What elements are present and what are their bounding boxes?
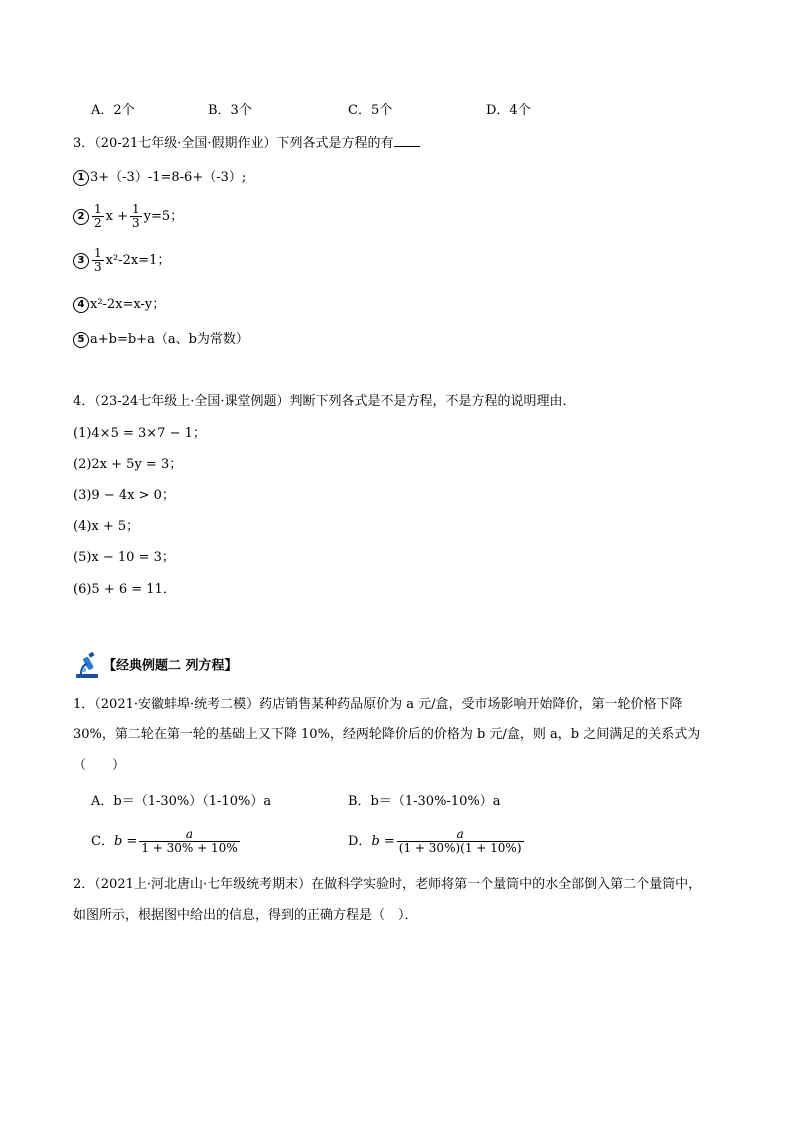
q3-item-number: 3 xyxy=(73,253,89,269)
q3-item-text: x²-2x=x-y； xyxy=(90,297,166,312)
p2-line-1: 2．（2021上·河北唐山·七年级统考期末）在做科学实验时，老师将第一个量筒中的水全部倒入第二个量筒中， xyxy=(73,877,702,892)
q2-option-c: C．5个 xyxy=(348,103,393,118)
q3-item-2 xyxy=(73,202,183,232)
q4-item-2: (2)2x + 5y = 3； xyxy=(73,457,183,472)
fraction: $\frac{1}{3}$ xyxy=(94,246,102,274)
q3-item-number: 1 xyxy=(73,170,89,186)
p2-line-2: 如图所示，根据图中给出的信息，得到的正确方程是（ ）． xyxy=(73,908,418,923)
option-label: D． xyxy=(348,834,372,849)
q3-item-text: a+b=b+a（a、b为常数） xyxy=(90,332,249,347)
q3-item-text: x²-2x=1； xyxy=(105,253,171,268)
p1-line-3: （ ） xyxy=(73,758,126,773)
q4-item-4: (4)x + 5； xyxy=(73,519,140,534)
q3-item-1 xyxy=(73,169,246,187)
option-label: C． xyxy=(91,834,114,849)
p1-option-c xyxy=(91,827,242,857)
p1-option-d xyxy=(348,827,526,857)
option-lhs: b = xyxy=(113,834,138,849)
q3-item-number: 5 xyxy=(73,332,89,348)
q4-item-1: (1)4×5 = 3×7 − 1； xyxy=(73,426,206,441)
q2-option-b: B．3个 xyxy=(208,103,252,118)
q3-item-text: 3+（-3）-1=8-6+（-3）; xyxy=(90,170,247,185)
microscope-icon xyxy=(73,652,103,680)
fraction: $\frac{1}{2}$ xyxy=(94,202,102,230)
q4-item-6: (6)5 + 6 = 11． xyxy=(73,582,176,597)
q4-item-3: (3)9 − 4x > 0； xyxy=(73,488,175,503)
p1-option-a: A．b＝（1-30%）（1-10%）a xyxy=(91,794,272,809)
q3-stem-text: 3．（20-21七年级·全国·假期作业）下列各式是方程的有 xyxy=(73,136,394,151)
q4-item-5: (5)x − 10 = 3； xyxy=(73,550,175,565)
q3-answer-blank xyxy=(394,134,420,147)
q3-item-4 xyxy=(73,296,165,314)
q3-item-text: x + xyxy=(105,209,128,224)
q3-item-number: 4 xyxy=(73,297,89,313)
fraction: $\frac{1}{3}$ xyxy=(132,202,140,230)
p1-line-1: 1．（2021·安徽蚌埠·统考二模）药店销售某种药品原价为 a 元/盒，受市场影响开始降价，第一轮价格下降 xyxy=(73,697,683,712)
q2-option-d: D．4个 xyxy=(486,103,531,118)
q3-stem xyxy=(73,134,420,153)
q3-item-3 xyxy=(73,246,170,276)
fraction: $\frac{a}{(1 + 30\%)(1 + 10\%)}$ xyxy=(398,827,522,855)
p1-option-b: B．b＝（1-30%-10%）a xyxy=(348,794,501,809)
q2-option-a: A．2个 xyxy=(91,103,135,118)
p1-line-2: 30%，第二轮在第一轮的基础上又下降 10%，经两轮降价后的价格为 b 元/盒，则 a，b 之间满足的关系式为 xyxy=(73,727,701,742)
fraction: $\frac{a}{1 + 30\% + 10\%}$ xyxy=(141,827,238,855)
section-header xyxy=(73,652,238,681)
q3-item-text: y=5； xyxy=(143,209,184,224)
q3-item-number: 2 xyxy=(73,209,89,225)
q4-stem: 4．（23-24七年级上·全国·课堂例题）判断下列各式是不是方程，不是方程的说明理由． xyxy=(73,394,576,409)
option-lhs: b = xyxy=(371,834,395,849)
q3-item-5 xyxy=(73,331,249,349)
section-title: 【经典例题二 列方程】 xyxy=(103,658,238,674)
